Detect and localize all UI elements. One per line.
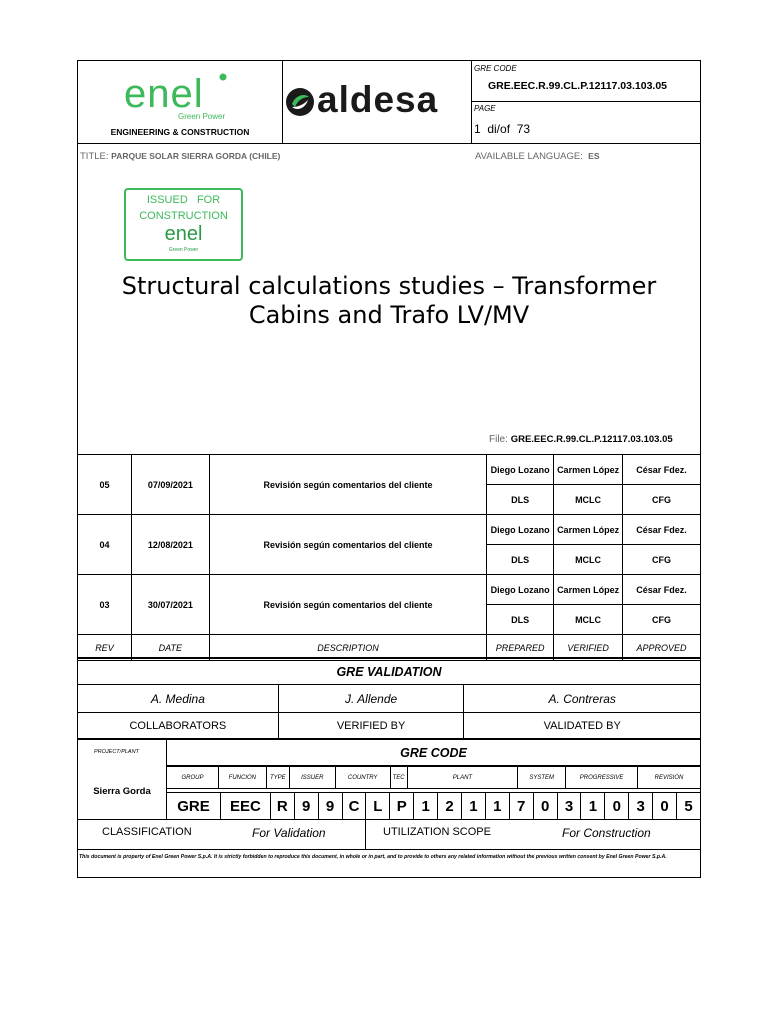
project-plant-label: PROJECT/PLANT xyxy=(94,749,139,755)
stamp-line2: CONSTRUCTION xyxy=(139,210,228,222)
revision-number: 03 xyxy=(78,575,132,635)
approved-by-initials: CFG xyxy=(623,605,701,635)
project-plant-value: Sierra Gorda xyxy=(93,786,151,797)
approved-by-initials: CFG xyxy=(623,485,701,515)
verified-header: VERIFIED xyxy=(554,635,623,661)
approved-by-name: César Fdez. xyxy=(623,515,701,545)
gre-code-header-cell: TEC xyxy=(390,767,407,789)
gre-code-cell: 0 xyxy=(605,793,629,820)
classification-label: CLASSIFICATION xyxy=(102,826,192,838)
gre-code-cell: 9 xyxy=(294,793,318,820)
gre-code-header-cell: PROGRESSIVE xyxy=(566,767,638,789)
gre-code-cell: 2 xyxy=(438,793,462,820)
gre-code-header-cell: SYSTEM xyxy=(518,767,566,789)
document-title-line1: Structural calculations studies – Transformer xyxy=(121,272,657,300)
gre-validation-title: GRE VALIDATION xyxy=(78,657,700,684)
revision-date: 12/08/2021 xyxy=(131,515,209,575)
enel-logo-block xyxy=(78,61,282,143)
validator-name: A. Contreras xyxy=(464,685,701,713)
aldesa-logo-icon xyxy=(285,87,315,117)
gre-code-header-cell: FUNCION xyxy=(218,767,266,789)
page-value: 1 di/of 73 xyxy=(474,122,531,136)
collaborator-name: A. Medina xyxy=(78,685,279,713)
revision-description: Revisión según comentarios del cliente xyxy=(209,575,486,635)
gre-code-cell: R xyxy=(270,793,294,820)
language-value: ES xyxy=(588,151,600,161)
gre-code-header-cell: TYPE xyxy=(266,767,289,789)
revision-description: Revisión según comentarios del cliente xyxy=(209,455,486,515)
enel-logo-word: enel xyxy=(124,72,204,116)
file-reference xyxy=(489,434,673,445)
verified-by-initials: MCLC xyxy=(554,605,623,635)
approved-by-name: César Fdez. xyxy=(623,575,701,605)
gre-code-header-cell: GROUP xyxy=(167,767,219,789)
title-label-text: TITLE: xyxy=(80,151,109,162)
engineering-caption: ENGINEERING & CONSTRUCTION xyxy=(110,127,250,137)
prepared-by-initials: DLS xyxy=(487,485,554,515)
date-header: DATE xyxy=(131,635,209,661)
gre-code-value: GRE.EEC.R.99.CL.P.12117.03.103.05 xyxy=(488,80,668,92)
approved-by-name: César Fdez. xyxy=(623,455,701,485)
verified-by-initials: MCLC xyxy=(554,485,623,515)
stamp-logo-sub: Green Power xyxy=(168,247,199,253)
page-label: PAGE xyxy=(474,104,496,113)
gre-code-header-cell: REVISION xyxy=(638,767,701,789)
revision-row xyxy=(78,455,701,485)
property-disclaimer: This document is property of Enel Green Power S.p.A. It is strictly forbidden to reproduce this document, in whole or in part, and to provide to others any related information without the previous written consent by Enel Green Power S.p.A. xyxy=(79,854,667,860)
gre-code-cell: 1 xyxy=(462,793,486,820)
document-title-line2: Cabins and Trafo LV/MV xyxy=(248,301,530,329)
classification-value: For Validation xyxy=(252,826,326,840)
gre-code-cell: C xyxy=(342,793,366,820)
gre-code-cell: 9 xyxy=(318,793,342,820)
verifier-name: J. Allende xyxy=(278,685,464,713)
gre-code-cells xyxy=(166,792,701,820)
gre-code-cell: 3 xyxy=(629,793,653,820)
gre-code-headers xyxy=(166,766,701,789)
approved-by-initials: CFG xyxy=(623,545,701,575)
prepared-by-initials: DLS xyxy=(487,545,554,575)
revision-date: 30/07/2021 xyxy=(131,575,209,635)
revision-number: 04 xyxy=(78,515,132,575)
gre-code-cell: 1 xyxy=(485,793,509,820)
gre-code-cell: 1 xyxy=(414,793,438,820)
utilization-scope-label: UTILIZATION SCOPE xyxy=(383,826,491,838)
language-label xyxy=(475,151,600,162)
validation-table xyxy=(77,684,701,739)
validated-by-role: VALIDATED BY xyxy=(464,713,701,739)
gre-code-header-cell: COUNTRY xyxy=(335,767,390,789)
prepared-header: PREPARED xyxy=(487,635,554,661)
revision-row xyxy=(78,515,701,545)
revision-date: 07/09/2021 xyxy=(131,455,209,515)
gre-code-cell: 7 xyxy=(509,793,533,820)
gre-code-cell: 0 xyxy=(533,793,557,820)
gre-code-cell: 0 xyxy=(653,793,677,820)
aldesa-logo-block xyxy=(283,61,471,143)
stamp-line1: ISSUED FOR xyxy=(146,194,221,206)
language-label-text: AVAILABLE LANGUAGE: xyxy=(475,151,583,162)
stamp-logo: enel xyxy=(164,223,203,245)
gre-code-header-cell: PLANT xyxy=(407,767,518,789)
gre-code-cell: 1 xyxy=(581,793,605,820)
issued-for-construction-stamp xyxy=(124,188,243,261)
revision-row xyxy=(78,575,701,605)
aldesa-logo-word: aldesa xyxy=(317,79,439,120)
verified-by-name: Carmen López xyxy=(554,575,623,605)
description-header: DESCRIPTION xyxy=(209,635,486,661)
gre-code-cell: EEC xyxy=(221,793,271,820)
verified-by-name: Carmen López xyxy=(554,515,623,545)
gre-code-cell: 3 xyxy=(557,793,581,820)
utilization-scope-value: For Construction xyxy=(562,826,651,840)
gre-code-label: GRE CODE xyxy=(474,64,517,73)
gre-code-title: GRE CODE xyxy=(400,746,467,760)
rev-header: REV xyxy=(78,635,132,661)
title-value: PARQUE SOLAR SIERRA GORDA (CHILE) xyxy=(111,151,281,161)
gre-code-cell: GRE xyxy=(167,793,221,820)
prepared-by-name: Diego Lozano xyxy=(487,455,554,485)
revision-number: 05 xyxy=(78,455,132,515)
verified-by-name: Carmen López xyxy=(554,455,623,485)
enel-logo-sub: Green Power xyxy=(178,112,226,121)
revision-table xyxy=(77,454,701,661)
prepared-by-name: Diego Lozano xyxy=(487,515,554,545)
revision-description: Revisión según comentarios del cliente xyxy=(209,515,486,575)
approved-header: APPROVED xyxy=(623,635,701,661)
prepared-by-initials: DLS xyxy=(487,605,554,635)
verified-by-role: VERIFIED BY xyxy=(278,713,464,739)
prepared-by-name: Diego Lozano xyxy=(487,575,554,605)
gre-code-cell: P xyxy=(390,793,414,820)
gre-code-cell: 5 xyxy=(677,793,701,820)
file-label: File: xyxy=(489,434,508,445)
document-frame xyxy=(77,60,701,878)
gre-code-header-cell: ISSUER xyxy=(289,767,335,789)
gre-code-cell: L xyxy=(366,793,390,820)
verified-by-initials: MCLC xyxy=(554,545,623,575)
file-value: GRE.EEC.R.99.CL.P.12117.03.103.05 xyxy=(510,434,673,445)
collaborators-role: COLLABORATORS xyxy=(78,713,279,739)
title-label xyxy=(80,151,280,162)
